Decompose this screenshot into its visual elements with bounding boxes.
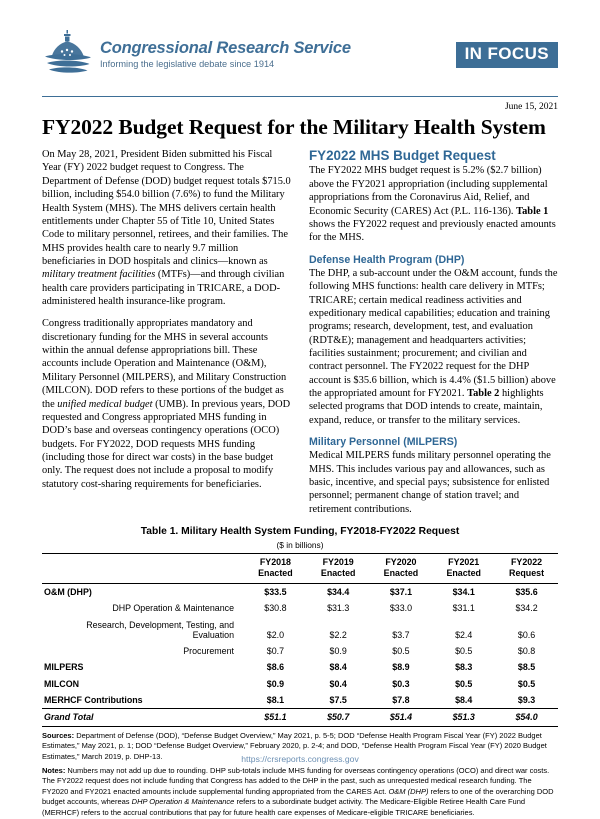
sources-text: Department of Defense (DOD), “Defense Budget Overview,” May 2021, p. 5-5; DOD “Defense Health Program Fiscal Year (FY) 2022 Budget Estimates,” May 2021, p. 1; DOD “Defense Budget Overview,” February 2020, p. 2-4; and DOD, “Defense Health Program Fiscal Year (FY) 2020 Budget Estimates,” March 2019, p. DHP-13.	[42, 730, 547, 761]
table-row-label: DHP Operation & Maintenance	[112, 603, 235, 614]
notes-text-c: refers to a subordinate budget activity. The Medicare-Eligible Retiree Health Care Fund (MERHCF) refers to the accrual contributions that pay for future health care expenses of Medicare-eligible TRICARE beneficiaries.	[42, 797, 526, 818]
right-p2-part-b: highlights selected programs that DOD intends to create, maintain, expand, reduce, or transfer to the military services.	[309, 388, 544, 426]
grand-total-fy2020: $51.4	[389, 712, 413, 723]
right-paragraph-2	[309, 267, 558, 427]
grand-total-fy2022: $54.0	[515, 712, 538, 723]
table-cell-value: $2.0	[266, 629, 285, 640]
table-row	[42, 600, 558, 616]
section-heading-military-personnel: Military Personnel (MILPERS)	[309, 436, 458, 449]
left-p1-italic: military treatment facilities	[42, 269, 156, 281]
table-cell-value: $0.5	[455, 678, 473, 689]
grand-total-label: Grand Total	[44, 712, 94, 723]
table-cell-value: $0.8	[517, 645, 536, 656]
grand-total-fy2021: $51.3	[452, 712, 475, 723]
brand-text-block	[100, 28, 351, 71]
notes-italic-1: O&M (DHP)	[388, 786, 429, 796]
table-header-line: FY2022	[511, 557, 543, 568]
table-cell-value: $31.1	[452, 603, 475, 614]
table-cell-value: $0.3	[392, 678, 410, 689]
grand-total-fy2019: $50.7	[327, 712, 350, 723]
left-column	[42, 148, 291, 516]
table-cell-value: $2.2	[329, 629, 347, 640]
table-cell-value: $34.2	[515, 603, 538, 614]
table-cell-value: $30.8	[264, 603, 287, 614]
table-row-label: Research, Development, Testing, and Evaluation	[86, 619, 235, 640]
footer	[0, 754, 600, 764]
right-p1-part-b: shows the FY2022 request and previously enacted amounts for the MHS.	[309, 218, 556, 244]
document-date: June 15, 2021	[504, 102, 558, 112]
table-header-line: Enacted	[258, 568, 293, 579]
table-cell-value: $8.6	[266, 662, 285, 673]
table-row-grand-total	[42, 709, 558, 726]
notes-text-a: Numbers may not add up due to rounding. DHP sub-totals include MHS funding for overseas contingency operations (OCO) and direct war costs. The FY2022 request does not include funding that Congress has added to the DHP in the past, such as unrequested medical research funding. The FY2020 and FY2021 enacted amounts include supplemental funding appropriated from the CARES Act.	[42, 765, 550, 796]
table-1-reference: Table 1	[516, 205, 549, 217]
military-health-funding-table	[42, 553, 558, 727]
table-row	[42, 675, 558, 691]
right-paragraph-3: Medical MILPERS funds military personnel operating the MHS. This includes various pay and allowances, such as basic, incentive, and special pays; subsistence for enlisted personnel; permanent change of station travel; and retirement contributions.	[309, 450, 551, 515]
table-cell-value: $0.6	[517, 629, 536, 640]
table-cell-value: $34.1	[452, 586, 475, 597]
table-cell-value: $37.1	[389, 586, 413, 597]
notes-note	[42, 766, 558, 819]
section-heading-mhs-budget-request: FY2022 MHS Budget Request	[309, 148, 496, 164]
table-row	[42, 616, 558, 642]
table-cell-value: $0.7	[266, 645, 285, 656]
table-header-fy2020	[370, 553, 433, 583]
table-header-line: Enacted	[320, 568, 356, 579]
left-p2-part-b: (UMB). In previous years, DOD requested and Congress appropriated MHS funding in DOD’s base and overseas contingency operations (OCO) budgets. For FY2022, DOD requests MHS funding (including those for direct war costs) in the base budget only. The request does not include a proposal to modify statutory cost-sharing requirements for beneficiaries.	[42, 398, 291, 490]
right-paragraph-1	[309, 164, 558, 244]
table-cell-value: $33.5	[264, 586, 287, 597]
table-cell-value: $0.9	[266, 678, 285, 689]
left-p1-part-b: (MTFs)—and through civilian health care providers participating in TRICARE, a DOD-administered health insurance-like program.	[42, 269, 285, 308]
right-p2-part-a: The DHP, a sub-account under the O&M account, funds the following MHS functions: health care delivery in MTFs; TRICARE; certain medical readiness activities and expeditionary medical capabilities; education and training programs; research, development, test, and evaluation (RDT&E); management and headquarters activities; facilities sustainment; procurement; and civilian and contract personnel. The FY2022 request for the DHP account is $35.6 billion, which is 4.4% ($1.5 billion) above the appropriated amount for FY2021.	[309, 267, 558, 400]
brand-tagline: Informing the legislative debate since 1914	[100, 59, 275, 70]
sources-label: Sources:	[42, 730, 75, 740]
left-p2-part-a: Congress traditionally appropriates mandatory and discretionary funding for the MHS in several accounts within the annual defense appropriations bill. These accounts include Operation and Maintenance (O&M), Military Personnel (MILPERS), and Military Construction (MILCON). DOD refers to these portions of the budget as the	[42, 318, 287, 410]
table-title: Table 1. Military Health System Funding, FY2018-FY2022 Request	[140, 526, 460, 538]
table-cell-value: $8.3	[455, 662, 473, 673]
table-header-line: FY2020	[385, 557, 417, 568]
table-cell-value: $8.4	[455, 695, 473, 706]
table-notes	[42, 731, 558, 819]
table-cell-value: $33.0	[389, 603, 413, 614]
table-cell-value: $9.3	[517, 695, 536, 706]
table-row	[42, 643, 558, 659]
table-cell-value: $8.1	[266, 695, 285, 706]
table-row	[42, 659, 558, 675]
table-row	[42, 692, 558, 709]
table-row-label: MERHCF Contributions	[44, 695, 143, 706]
left-paragraph-1	[42, 148, 291, 308]
section-heading-defense-health-program: Defense Health Program (DHP)	[309, 253, 465, 266]
brand-name: Congressional Research Service	[100, 39, 351, 57]
table-cell-value: $0.4	[329, 678, 347, 689]
table-header-fy2019	[307, 553, 370, 583]
table-header	[42, 553, 558, 583]
table-cell-value: $0.5	[392, 645, 410, 656]
table-row	[42, 583, 558, 600]
funding-table-block	[42, 526, 558, 726]
table-cell-value: $34.4	[327, 586, 350, 597]
right-p1-part-a: The FY2022 MHS budget request is 5.2% ($2.7 billion) above the FY2021 appropriation (including supplemental appropriations from the Coronavirus Aid, Relief, and Economic Security (CARES) Act (P.L. 116-136).	[309, 165, 548, 217]
table-header-fy2018	[244, 553, 307, 583]
table-subtitle: ($ in billions)	[276, 539, 324, 550]
table-footer	[42, 709, 558, 726]
page-title: FY2022 Budget Request for the Military Health System	[42, 115, 546, 139]
table-2-reference: Table 2	[467, 388, 500, 400]
table-cell-value: $2.4	[455, 629, 473, 640]
table-row-label: MILCON	[44, 678, 80, 689]
table-header-line: FY2018	[259, 557, 291, 568]
table-header-line: FY2019	[322, 557, 354, 568]
table-row-label: O&M (DHP)	[44, 586, 92, 597]
notes-text-b: refers to one of the overarching DOD budget accounts, whereas	[42, 786, 554, 807]
notes-label: Notes:	[42, 765, 66, 775]
table-header-line: FY2021	[448, 557, 480, 568]
table-cell-value: $7.5	[329, 695, 347, 706]
left-p1-part-a: On May 28, 2021, President Biden submitted his Fiscal Year (FY) 2022 budget request to Congress. The Department of Defense (DOD) budget request totals $715.0 billion, including $54.0 billion (7.6%) to fund the Military Health System (MHS). The MHS delivers certain health entitlements under Chapter 55 of Title 10, United States Code to military personnel, retirees, and their families. The MHS provides health care to nearly 9.7 million beneficiaries in DOD hospitals and clinics—known as	[42, 149, 291, 267]
table-cell-value: $35.6	[515, 586, 538, 597]
table-header-fy2021	[432, 553, 495, 583]
table-header-label	[42, 553, 244, 583]
crs-brand	[42, 28, 351, 77]
table-header-fy2022	[495, 553, 558, 583]
table-row-label: MILPERS	[44, 662, 84, 673]
table-body	[42, 583, 558, 709]
right-column	[309, 148, 558, 516]
table-cell-value: $7.8	[392, 695, 410, 706]
table-cell-value: $8.9	[392, 662, 410, 673]
masthead-divider	[42, 96, 558, 97]
in-focus-badge: IN FOCUS	[456, 42, 558, 68]
left-paragraph-2	[42, 317, 291, 491]
crs-reports-url-link[interactable]: https://crsreports.congress.gov	[241, 754, 359, 764]
capitol-dome-icon	[42, 29, 94, 77]
table-cell-value: $8.4	[329, 662, 347, 673]
table-cell-value: $0.5	[455, 645, 473, 656]
table-row-label: Procurement	[183, 645, 235, 656]
body-columns	[42, 148, 558, 516]
grand-total-fy2018: $51.1	[264, 712, 287, 723]
table-header-line: Enacted	[446, 568, 481, 579]
left-p2-italic: unified medical budget	[57, 398, 153, 410]
table-header-line: Enacted	[383, 568, 419, 579]
notes-italic-2: DHP Operation & Maintenance	[131, 797, 235, 807]
table-header-row	[42, 553, 558, 583]
table-cell-value: $31.3	[327, 603, 350, 614]
table-cell-value: $8.5	[517, 662, 536, 673]
table-cell-value: $3.7	[392, 629, 410, 640]
masthead	[42, 0, 558, 90]
table-cell-value: $0.5	[517, 678, 536, 689]
table-header-line: Request	[509, 568, 545, 579]
table-cell-value: $0.9	[329, 645, 347, 656]
